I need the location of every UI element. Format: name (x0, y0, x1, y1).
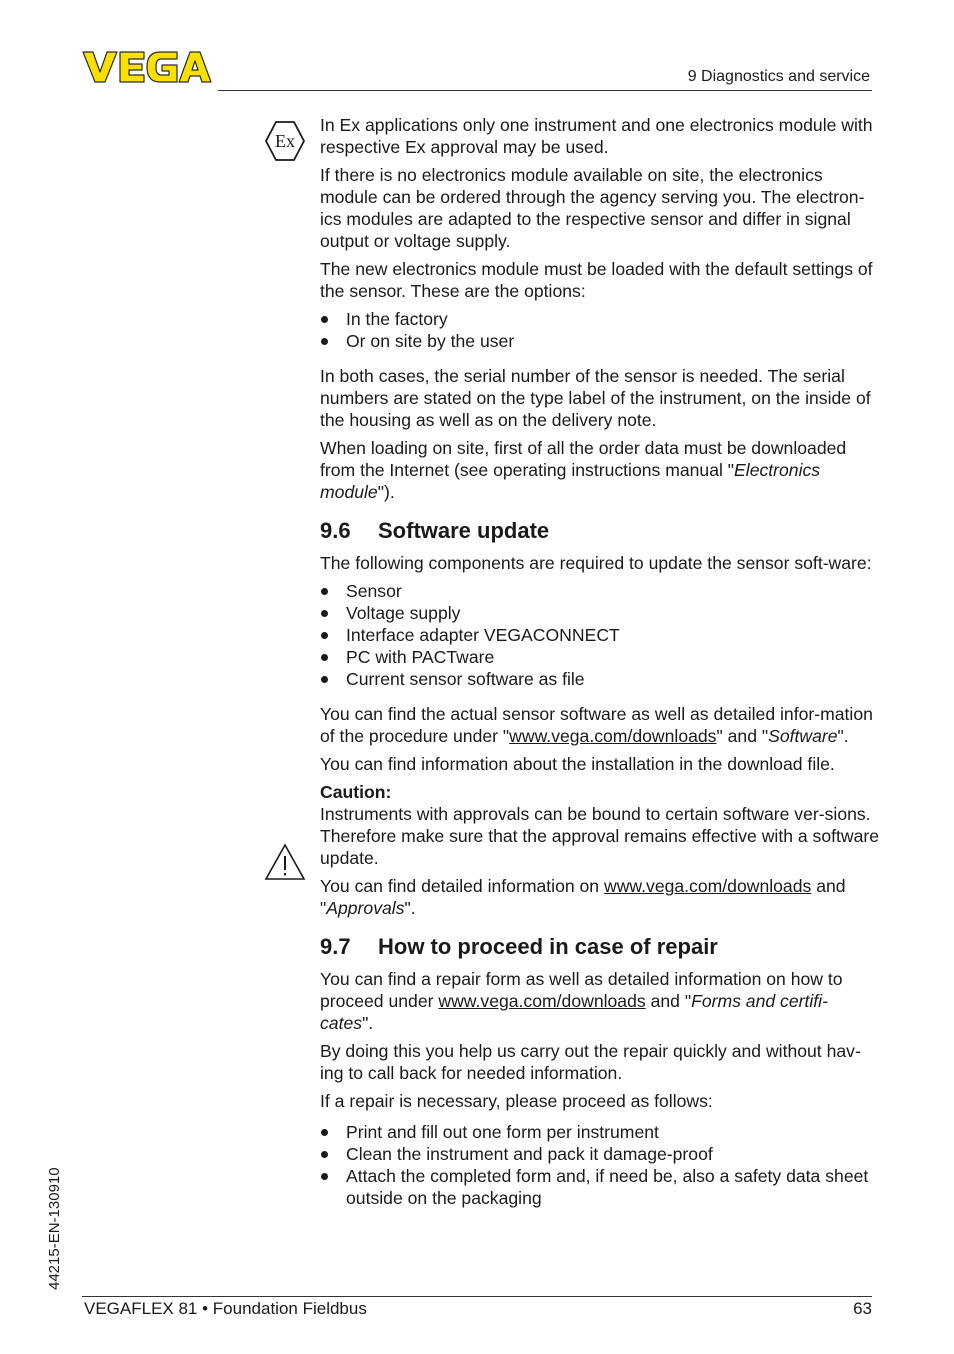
section-heading-repair (320, 934, 880, 960)
warning-triangle-icon (264, 843, 306, 881)
repair-steps-list (320, 1121, 880, 1209)
vega-logo (82, 50, 212, 84)
list-item: PC with PACTware (320, 646, 880, 668)
ex-note-paragraph: The new electronics module must be loaded with the default settings of the sensor. These are the options: (320, 259, 873, 301)
list-item: Voltage supply (320, 602, 880, 624)
ex-note-paragraph: If there is no electronics module available on site, the electronics module can be ordered through the agency serving you. The electron-ics modules are adapted to the respective sensor and differ in signal output or voltage supply. (320, 165, 865, 251)
page-number: 63 (853, 1299, 872, 1318)
ex-note-paragraph: When loading on site, first of all the order data must be downloaded from the Internet (see operating instructions manual "Electronics module"). (320, 438, 847, 502)
footer-product: VEGAFLEX 81 • Foundation Fieldbus (84, 1299, 367, 1318)
list-item: Attach the completed form and, if need be, also a safety data sheet outside on the packaging (320, 1165, 880, 1209)
downloads-link[interactable]: www.vega.com/downloads (509, 726, 717, 746)
options-list (320, 308, 880, 352)
list-item: Clean the instrument and pack it damage-proof (320, 1143, 880, 1165)
downloads-link[interactable]: www.vega.com/downloads (438, 991, 646, 1011)
footer-divider (82, 1296, 872, 1297)
downloads-link[interactable]: www.vega.com/downloads (603, 876, 812, 896)
ex-protection-icon (264, 120, 306, 162)
paragraph: You can find information about the installation in the download file. (320, 754, 835, 774)
list-item: Print and fill out one form per instrument (320, 1121, 880, 1143)
ex-note-paragraph: In both cases, the serial number of the sensor is needed. The serial numbers are stated on the type label of the instrument, on the inside of the housing as well as on the delivery note. (320, 366, 871, 430)
paragraph: The following components are required to update the sensor soft-ware: (320, 553, 872, 573)
section-number: 9.7 (320, 934, 351, 959)
paragraph: By doing this you help us carry out the repair quickly and without hav-ing to call back for needed information. (320, 1041, 861, 1083)
caution-title: Caution: (320, 782, 392, 802)
list-item: Sensor (320, 580, 880, 602)
section-title: Software update (378, 518, 550, 543)
section-number: 9.6 (320, 518, 351, 543)
list-item: Current sensor software as file (320, 668, 880, 690)
list-item: Interface adapter VEGACONNECT (320, 624, 880, 646)
main-content (320, 114, 880, 1222)
paragraph: You can find the actual sensor software as well as detailed infor-mation of the procedure under "www.vega.com/downloads" and "Software". (320, 704, 873, 746)
components-list (320, 580, 880, 690)
svg-text:Ex: Ex (275, 131, 295, 151)
paragraph: If a repair is necessary, please proceed as follows: (320, 1091, 713, 1111)
paragraph: You can find detailed information on www.vega.com/downloads and "Approvals". (320, 876, 846, 918)
manual-reference: Electronics module (320, 460, 821, 502)
paragraph: You can find a repair form as well as detailed information on how to proceed under www.vega.com/downloads and "Forms and certifi-cates". (320, 969, 843, 1033)
section-heading-software-update (320, 518, 880, 544)
list-item: Or on site by the user (320, 330, 880, 352)
caution-text: Instruments with approvals can be bound to certain software ver-sions. Therefore make sure that the approval remains effective with a software update. (320, 804, 880, 868)
section-title: How to proceed in case of repair (378, 934, 718, 959)
document-code: 44215-EN-130910 (46, 1167, 63, 1290)
ex-note-paragraph: In Ex applications only one instrument and one electronics module with respective Ex approval may be used. (320, 115, 873, 157)
list-item: In the factory (320, 308, 880, 330)
header-section-title: 9 Diagnostics and service (687, 68, 870, 85)
header-divider (218, 90, 872, 91)
